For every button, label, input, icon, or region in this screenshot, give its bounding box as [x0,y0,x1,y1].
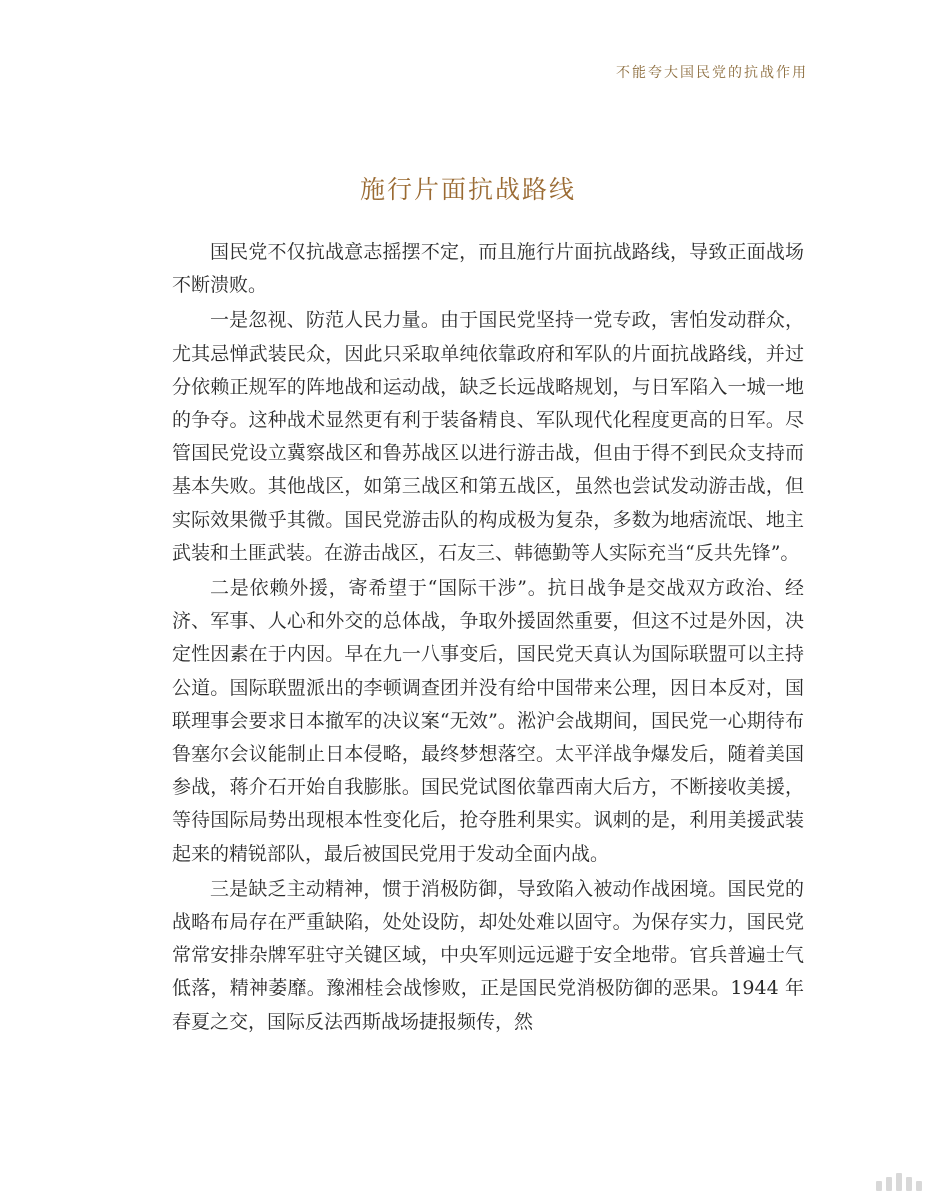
running-header: 不能夸大国民党的抗战作用 [616,65,808,81]
paragraph-point-one: 一是忽视、防范人民力量。由于国民党坚持一党专政，害怕发动群众，尤其忌惮武装民众，因此只采取单纯依靠政府和军队的片面抗战路线，并过分依赖正规军的阵地战和运动战，缺乏长远战略规划，与日军陷入一城一地的争夺。这种战术显然更有利于装备精良、军队现代化程度更高的日军。尽管国民党设立冀察战区和鲁苏战区以进行游击战，但由于得不到民众支持而基本失败。其他战区，如第三战区和第五战区，虽然也尝试发动游击战，但实际效果微乎其微。国民党游击队的构成极为复杂，多数为地痞流氓、地主武装和土匪武装。在游击战区，石友三、韩德勤等人实际充当“反共先锋”。 [172,309,804,564]
paragraph-point-three: 三是缺乏主动精神，惯于消极防御，导致陷入被动作战困境。国民党的战略布局存在严重缺陷，处处设防，却处处难以固守。为保存实力，国民党常常安排杂牌军驻守关键区域，中央军则远远避于安全地带。官兵普遍士气低落，精神萎靡。豫湘桂会战惨败，正是国民党消极防御的恶果。1944 年春夏之交，国际反法西斯战场捷报频传，然 [172,877,804,1033]
watermark-bars-icon [876,1173,922,1191]
section-title: 施行片面抗战路线 [359,175,576,204]
paragraph-intro: 国民党不仅抗战意志摇摆不定，而且施行片面抗战路线，导致正面战场不断溃败。 [172,241,804,297]
paragraph-point-two: 二是依赖外援，寄希望于“国际干涉”。抗日战争是交战双方政治、经济、军事、人心和外交的总体战，争取外援固然重要，但这不过是外因，决定性因素在于内因。早在九一八事变后，国民党天真认为国际联盟可以主持公道。国际联盟派出的李顿调查团并没有给中国带来公理，因日本反对，国联理事会要求日本撤军的决议案“无效”。淞沪会战期间，国民党一心期待布鲁塞尔会议能制止日本侵略，最终梦想落空。太平洋战争爆发后，随着美国参战，蒋介石开始自我膨胀。国民党试图依靠西南大后方，不断接收美援，等待国际局势出现根本性变化后，抢夺胜利果实。讽刺的是，利用美援武装起来的精锐部队，最后被国民党用于发动全面内战。 [172,577,804,865]
body-text [172,236,804,1041]
